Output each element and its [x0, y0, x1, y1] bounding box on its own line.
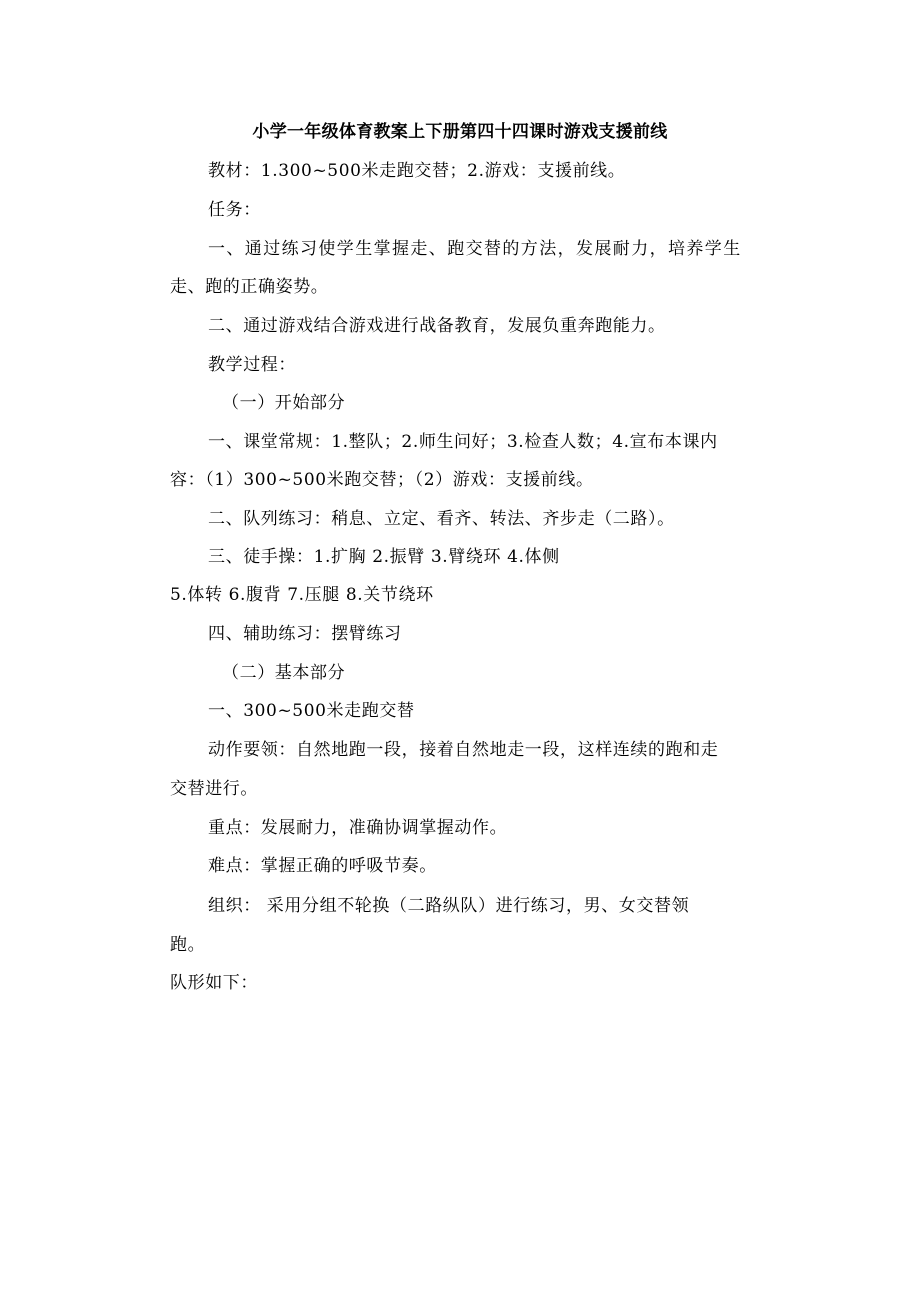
calisthenics-line-1: 三、徒手操：1.扩胸 2.振臂 3.臂绕环 4.体侧	[208, 547, 560, 567]
calisthenics-line-2: 5.体转 6.腹背 7.压腿 8.关节绕环	[170, 585, 434, 605]
materials-line: 教材：1.300~500米走跑交替；2.游戏：支援前线。	[208, 161, 626, 181]
organization-line-1: 组织： 采用分组不轮换（二路纵队）进行练习，男、女交替领	[208, 896, 690, 916]
key-point-line: 重点：发展耐力，准确协调掌握动作。	[208, 818, 508, 838]
routine-line-1: 一、课堂常规：1.整队；2.师生问好；3.检查人数；4.宣布本课内	[208, 432, 718, 452]
task-two-line: 二、通过游戏结合游戏进行战备教育，发展负重奔跑能力。	[208, 316, 666, 336]
section-basic-heading: （二）基本部分	[222, 663, 346, 683]
technique-line-1: 动作要领：自然地跑一段，接着自然地走一段，这样连续的跑和走	[208, 740, 719, 760]
formation-heading: 队形如下：	[170, 973, 258, 993]
routine-line-2: 容：（1）300~500米跑交替；（2）游戏：支援前线。	[170, 470, 594, 490]
document-title: 小学一年级体育教案上下册第四十四课时游戏支援前线	[252, 122, 668, 142]
process-heading: 教学过程：	[208, 355, 296, 375]
drill-line: 二、队列练习：稍息、立定、看齐、转法、齐步走（二路）。	[208, 509, 675, 529]
tasks-heading: 任务：	[208, 200, 261, 220]
technique-line-2: 交替进行。	[170, 779, 258, 799]
difficulty-line: 难点：掌握正确的呼吸节奏。	[208, 856, 437, 876]
auxiliary-line: 四、辅助练习：摆臂练习	[208, 624, 402, 644]
section-start-heading: （一）开始部分	[222, 393, 346, 413]
organization-line-2: 跑。	[170, 935, 206, 955]
walk-run-heading: 一、300~500米走跑交替	[208, 701, 415, 721]
task-one-line-1: 一、通过练习使学生掌握走、跑交替的方法，发展耐力，培养学生	[208, 239, 742, 259]
task-one-line-2: 走、跑的正确姿势。	[170, 277, 329, 297]
